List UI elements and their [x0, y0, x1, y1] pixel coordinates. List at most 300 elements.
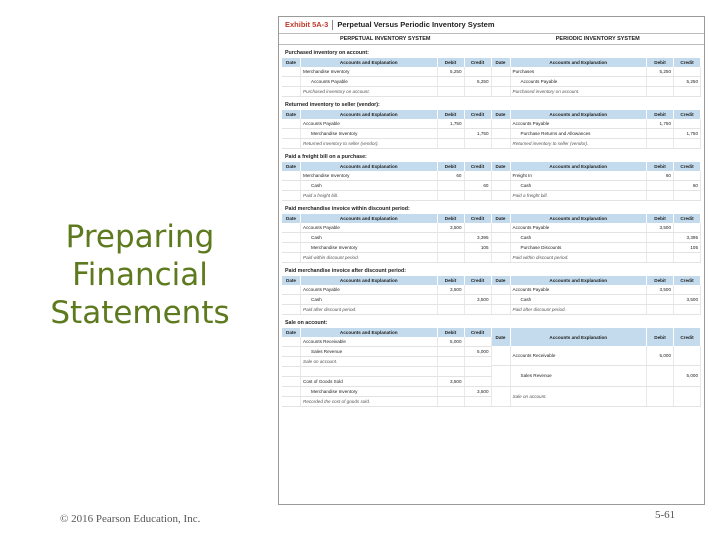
table-row [282, 129, 491, 139]
table-row [492, 233, 701, 243]
date-cell [492, 67, 511, 77]
column-header: Debit [647, 214, 674, 223]
perpetual-journal-table [282, 110, 492, 149]
table-row [282, 77, 491, 87]
periodic-journal-table [492, 214, 702, 263]
periodic-journal-table [492, 328, 702, 407]
account-cell: Merchandise Inventory [301, 243, 438, 253]
debit-cell [647, 253, 674, 263]
table-header-row [492, 276, 701, 285]
credit-cell: 60 [674, 181, 701, 191]
column-header: Date [492, 162, 511, 171]
account-cell: Cost of Goods Sold [301, 377, 438, 387]
column-header: Credit [464, 328, 491, 337]
table-row [282, 223, 491, 233]
credit-cell [674, 386, 701, 406]
exhibit-figure [278, 16, 705, 505]
table-row [492, 305, 701, 315]
column-header: Date [492, 328, 511, 346]
date-cell [492, 346, 511, 365]
credit-cell [464, 139, 491, 149]
credit-cell [674, 223, 701, 233]
table-row [282, 387, 491, 397]
credit-cell [674, 87, 701, 97]
table-header-row [282, 276, 491, 285]
debit-cell: 3,500 [437, 285, 464, 295]
table-row [282, 337, 491, 347]
credit-cell [674, 346, 701, 365]
table-row [492, 191, 701, 201]
column-header: Accounts and Explanation [510, 214, 647, 223]
column-header: Credit [674, 110, 701, 119]
account-cell: Returned inventory to seller (vendor). [301, 139, 438, 149]
date-cell [282, 243, 301, 253]
column-header: Date [492, 276, 511, 285]
table-header-row [492, 58, 701, 67]
debit-cell [647, 77, 674, 87]
column-header: Accounts and Explanation [510, 58, 647, 67]
column-header: Credit [674, 214, 701, 223]
date-cell [492, 285, 511, 295]
section-title: Purchased inventory on account: [285, 50, 369, 56]
date-cell [282, 119, 301, 129]
account-cell: Paid within discount period. [301, 253, 438, 263]
table-row [282, 397, 491, 407]
periodic-header: PERIODIC INVENTORY SYSTEM [555, 36, 640, 42]
account-cell: Merchandise Inventory [301, 387, 438, 397]
journal-section [279, 265, 704, 315]
account-cell: Paid after discount period. [510, 305, 647, 315]
account-cell: Accounts Payable [301, 119, 438, 129]
debit-cell [437, 191, 464, 201]
date-cell [492, 305, 511, 315]
debit-cell [647, 191, 674, 201]
table-row [492, 223, 701, 233]
account-cell: Paid a freight bill. [301, 191, 438, 201]
debit-cell [437, 295, 464, 305]
debit-cell [437, 243, 464, 253]
table-row [282, 285, 491, 295]
perpetual-journal-table [282, 58, 492, 97]
credit-cell: 3,500 [464, 295, 491, 305]
account-cell: Freight In [510, 171, 647, 181]
table-header-row [282, 110, 491, 119]
date-cell [492, 191, 511, 201]
date-cell [282, 357, 301, 367]
table-header-row [492, 162, 701, 171]
column-header: Credit [674, 58, 701, 67]
credit-cell [674, 67, 701, 77]
date-cell [492, 233, 511, 243]
column-header: Debit [647, 58, 674, 67]
debit-cell [437, 77, 464, 87]
debit-cell: 3,500 [437, 223, 464, 233]
table-row [492, 67, 701, 77]
column-header: Date [282, 214, 301, 223]
column-header: Credit [674, 276, 701, 285]
table-row [492, 139, 701, 149]
debit-cell [647, 243, 674, 253]
debit-cell: 3,500 [437, 377, 464, 387]
journal-pair [279, 162, 704, 201]
date-cell [282, 305, 301, 315]
account-cell: Sale on account. [510, 386, 647, 406]
credit-cell [464, 397, 491, 407]
perpetual-journal-table [282, 276, 492, 315]
date-cell [282, 233, 301, 243]
credit-cell [674, 119, 701, 129]
date-cell [282, 181, 301, 191]
debit-cell: 60 [647, 171, 674, 181]
date-cell [492, 87, 511, 97]
table-row [282, 171, 491, 181]
account-cell [301, 367, 438, 377]
credit-cell [674, 191, 701, 201]
column-header: Date [492, 58, 511, 67]
journal-pair [279, 214, 704, 263]
journal-pair [279, 276, 704, 315]
table-row [492, 129, 701, 139]
credit-cell [674, 305, 701, 315]
credit-cell: 105 [464, 243, 491, 253]
credit-cell [674, 285, 701, 295]
debit-cell [437, 397, 464, 407]
debit-cell: 5,250 [647, 67, 674, 77]
column-header: Credit [464, 214, 491, 223]
credit-cell [464, 377, 491, 387]
slide-title [40, 218, 240, 332]
table-row [492, 77, 701, 87]
account-cell: Accounts Payable [510, 77, 647, 87]
table-row [282, 367, 491, 377]
debit-cell [437, 233, 464, 243]
date-cell [282, 295, 301, 305]
table-row [492, 285, 701, 295]
table-header-row [282, 58, 491, 67]
date-cell [492, 243, 511, 253]
journal-pair [279, 110, 704, 149]
date-cell [282, 77, 301, 87]
section-title: Paid merchandise invoice within discount period: [285, 206, 410, 212]
date-cell [282, 223, 301, 233]
table-row [492, 346, 701, 365]
slide-title-line-1: Preparing [65, 219, 215, 255]
account-cell: Accounts Payable [301, 77, 438, 87]
credit-cell: 5,000 [674, 366, 701, 386]
journal-section [279, 317, 704, 407]
column-header: Accounts and Explanation [301, 110, 438, 119]
debit-cell [647, 233, 674, 243]
column-header: Accounts and Explanation [301, 58, 438, 67]
account-cell: Cash [510, 181, 647, 191]
column-header: Debit [437, 110, 464, 119]
journal-section [279, 47, 704, 97]
table-header-row [492, 214, 701, 223]
copyright-footer: © 2016 Pearson Education, Inc. [60, 513, 201, 525]
credit-cell [464, 337, 491, 347]
periodic-journal-table [492, 110, 702, 149]
column-header: Date [282, 58, 301, 67]
date-cell [492, 139, 511, 149]
debit-cell [647, 139, 674, 149]
date-cell [282, 285, 301, 295]
date-cell [282, 367, 301, 377]
debit-cell: 3,500 [647, 223, 674, 233]
debit-cell [437, 305, 464, 315]
credit-cell [464, 357, 491, 367]
date-cell [282, 139, 301, 149]
account-cell: Merchandise Inventory [301, 67, 438, 77]
credit-cell: 105 [674, 243, 701, 253]
debit-cell [647, 305, 674, 315]
column-header: Debit [437, 162, 464, 171]
column-header: Credit [464, 110, 491, 119]
account-cell: Merchandise Inventory [301, 171, 438, 181]
credit-cell: 5,250 [464, 77, 491, 87]
perpetual-journal-table [282, 162, 492, 201]
table-row [492, 386, 701, 406]
debit-cell [437, 347, 464, 357]
account-cell: Paid a freight bill. [510, 191, 647, 201]
date-cell [282, 67, 301, 77]
account-cell: Cash [510, 295, 647, 305]
debit-cell [437, 253, 464, 263]
table-row [282, 377, 491, 387]
account-cell: Sales Revenue [510, 366, 647, 386]
debit-cell: 60 [437, 171, 464, 181]
date-cell [282, 171, 301, 181]
account-cell: Accounts Payable [301, 285, 438, 295]
credit-cell [464, 223, 491, 233]
debit-cell: 5,000 [437, 337, 464, 347]
exhibit-label: Exhibit 5A-3 [285, 20, 329, 29]
section-title: Paid merchandise invoice after discount period: [285, 268, 406, 274]
table-row [492, 119, 701, 129]
column-header: Accounts and Explanation [510, 276, 647, 285]
column-header: Accounts and Explanation [510, 110, 647, 119]
credit-cell: 5,250 [674, 77, 701, 87]
account-cell: Accounts Payable [301, 223, 438, 233]
debit-cell: 5,250 [437, 67, 464, 77]
date-cell [282, 87, 301, 97]
account-cell: Accounts Payable [510, 285, 647, 295]
credit-cell: 1,750 [464, 129, 491, 139]
column-header: Accounts and Explanation [301, 276, 438, 285]
table-row [282, 191, 491, 201]
column-header: Debit [647, 162, 674, 171]
account-cell: Sale on account. [301, 357, 438, 367]
column-header: Debit [647, 276, 674, 285]
column-header: Debit [437, 328, 464, 337]
credit-cell: 3,500 [464, 387, 491, 397]
debit-cell [437, 129, 464, 139]
account-cell: Recorded the cost of goods sold. [301, 397, 438, 407]
account-cell: Accounts Payable [510, 119, 647, 129]
debit-cell [437, 357, 464, 367]
debit-cell [647, 181, 674, 191]
date-cell [492, 295, 511, 305]
account-cell: Accounts Receivable [510, 346, 647, 365]
debit-cell [437, 87, 464, 97]
table-row [282, 181, 491, 191]
credit-cell [464, 119, 491, 129]
exhibit-header [279, 17, 704, 33]
column-header: Accounts and Explanation [301, 162, 438, 171]
credit-cell [674, 171, 701, 181]
column-header: Credit [674, 162, 701, 171]
debit-cell [647, 87, 674, 97]
periodic-journal-table [492, 162, 702, 201]
debit-cell [647, 295, 674, 305]
table-row [492, 181, 701, 191]
date-cell [492, 223, 511, 233]
table-row [282, 347, 491, 357]
date-cell [282, 377, 301, 387]
column-header: Debit [647, 328, 674, 346]
account-cell: Purchased inventory on account. [301, 87, 438, 97]
exhibit-title: Perpetual Versus Periodic Inventory System [337, 20, 495, 29]
table-row [282, 243, 491, 253]
debit-cell: 1,750 [437, 119, 464, 129]
date-cell [492, 366, 511, 386]
account-cell: Cash [301, 295, 438, 305]
debit-cell [647, 366, 674, 386]
column-header: Debit [437, 214, 464, 223]
date-cell [492, 129, 511, 139]
credit-cell [464, 67, 491, 77]
account-cell: Accounts Receivable [301, 337, 438, 347]
journal-pair [279, 328, 704, 407]
table-row [492, 87, 701, 97]
table-row [282, 253, 491, 263]
journal-section [279, 151, 704, 201]
account-cell: Returned inventory to seller (vendor). [510, 139, 647, 149]
column-header: Accounts and Explanation [301, 214, 438, 223]
column-header: Credit [464, 162, 491, 171]
journal-section [279, 99, 704, 149]
column-header: Accounts and Explanation [301, 328, 438, 337]
account-cell: Accounts Payable [510, 223, 647, 233]
exhibit-sections [279, 47, 704, 407]
table-row [282, 295, 491, 305]
account-cell: Purchase Discounts [510, 243, 647, 253]
credit-cell [464, 191, 491, 201]
journal-section [279, 203, 704, 263]
slide-title-line-2: Financial [72, 257, 208, 293]
credit-cell [464, 171, 491, 181]
credit-cell [464, 367, 491, 377]
column-header: Date [282, 328, 301, 337]
table-row [282, 305, 491, 315]
credit-cell [674, 139, 701, 149]
exhibit-divider [332, 20, 333, 30]
column-header: Date [282, 162, 301, 171]
credit-cell [464, 253, 491, 263]
column-header: Date [492, 214, 511, 223]
account-cell: Cash [301, 181, 438, 191]
credit-cell: 3,500 [674, 295, 701, 305]
date-cell [282, 191, 301, 201]
credit-cell: 3,395 [464, 233, 491, 243]
debit-cell [437, 181, 464, 191]
date-cell [282, 397, 301, 407]
column-header: Accounts and Explanation [510, 162, 647, 171]
table-row [282, 233, 491, 243]
credit-cell: 5,000 [464, 347, 491, 357]
date-cell [492, 181, 511, 191]
journal-pair [279, 58, 704, 97]
section-title: Sale on account: [285, 320, 328, 326]
debit-cell: 3,500 [647, 285, 674, 295]
account-cell: Sales Revenue [301, 347, 438, 357]
account-cell: Merchandise Inventory [301, 129, 438, 139]
column-header: Credit [464, 58, 491, 67]
date-cell [492, 119, 511, 129]
table-row [492, 366, 701, 386]
table-row [492, 253, 701, 263]
perpetual-journal-table [282, 328, 492, 407]
table-header-row [492, 110, 701, 119]
account-cell: Cash [301, 233, 438, 243]
account-cell: Cash [510, 233, 647, 243]
table-row [282, 67, 491, 77]
account-cell: Paid within discount period. [510, 253, 647, 263]
account-cell: Purchases [510, 67, 647, 77]
debit-cell: 5,000 [647, 346, 674, 365]
table-row [282, 87, 491, 97]
date-cell [282, 387, 301, 397]
debit-cell [437, 387, 464, 397]
credit-cell [464, 87, 491, 97]
perpetual-journal-table [282, 214, 492, 263]
credit-cell [464, 285, 491, 295]
credit-cell [674, 253, 701, 263]
date-cell [282, 253, 301, 263]
date-cell [492, 386, 511, 406]
table-header-row [492, 328, 701, 346]
column-header: Date [492, 110, 511, 119]
debit-cell [437, 367, 464, 377]
column-header: Credit [464, 276, 491, 285]
debit-cell [647, 386, 674, 406]
column-header: Credit [674, 328, 701, 346]
table-row [492, 295, 701, 305]
debit-cell [437, 139, 464, 149]
slide-title-line-3: Statements [50, 295, 230, 331]
column-header: Date [282, 276, 301, 285]
credit-cell [464, 305, 491, 315]
table-row [492, 243, 701, 253]
date-cell [282, 129, 301, 139]
credit-cell: 60 [464, 181, 491, 191]
date-cell [282, 337, 301, 347]
account-cell: Purchase Returns and Allowances [510, 129, 647, 139]
perpetual-header: PERPETUAL INVENTORY SYSTEM [339, 36, 431, 42]
date-cell [282, 347, 301, 357]
date-cell [492, 171, 511, 181]
table-header-row [282, 162, 491, 171]
date-cell [492, 77, 511, 87]
account-cell: Purchased inventory on account. [510, 87, 647, 97]
periodic-journal-table [492, 276, 702, 315]
column-header: Debit [437, 276, 464, 285]
credit-cell: 1,750 [674, 129, 701, 139]
table-row [282, 119, 491, 129]
section-title: Returned inventory to seller (vendor): [285, 102, 380, 108]
column-header: Debit [647, 110, 674, 119]
column-header: Date [282, 110, 301, 119]
table-row [282, 139, 491, 149]
